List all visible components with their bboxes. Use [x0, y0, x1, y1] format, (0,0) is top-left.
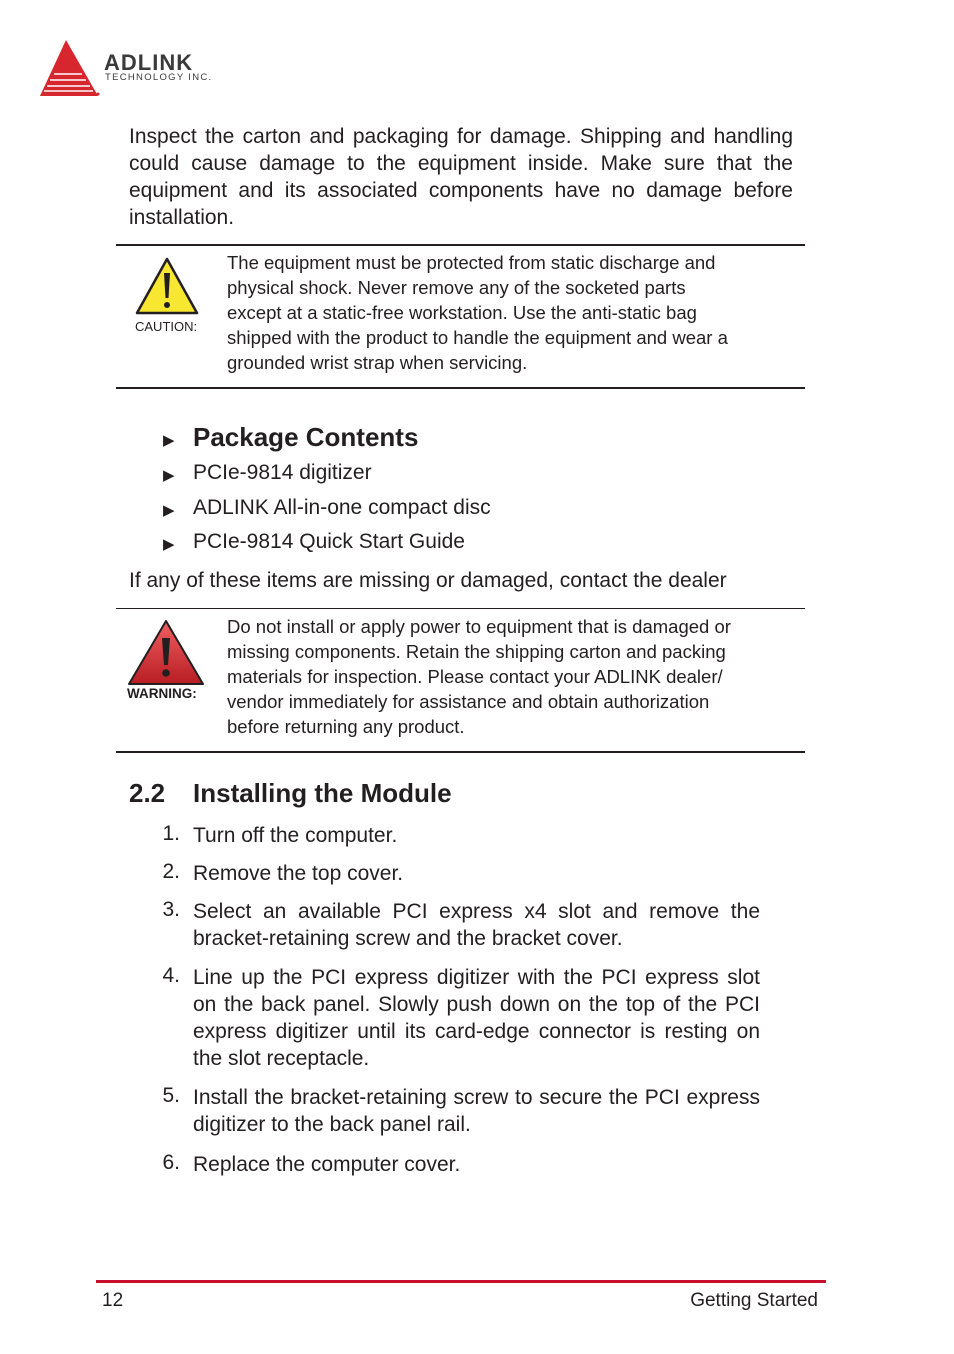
package-contents-title: Package Contents — [193, 422, 419, 452]
warning-line: vendor immediately for assistance and obtain authorization — [227, 691, 710, 712]
caution-line: The equipment must be protected from static discharge and — [227, 252, 716, 273]
caution-line: shipped with the product to handle the equipment and wear a — [227, 327, 728, 348]
package-item: PCIe-9814 digitizer — [193, 461, 372, 484]
warning-triangle-icon — [126, 618, 206, 688]
step-number: 5. — [162, 1084, 180, 1107]
bullet-arrow-icon: ▶ — [163, 467, 175, 484]
brand-name: ADLINK — [104, 50, 194, 75]
step-text: Select an available PCI express x4 slot and remove the bracket-retaining screw and the bracket cover. — [193, 900, 760, 950]
intro-paragraph: Inspect the carton and packaging for damage. Shipping and handling could cause damage to the equipment inside. Make sure that the equipment and its associated components have no damage before installation. — [129, 125, 793, 229]
footer-rule — [96, 1280, 826, 1283]
step-number: 6. — [162, 1151, 180, 1174]
missing-items-note: If any of these items are missing or damaged, contact the dealer — [129, 569, 727, 592]
step-text: Line up the PCI express digitizer with the PCI express slot on the back panel. Slowly push down on the top of the PCI express digitizer until its card-edge connector is resting on the slot receptacle. — [193, 966, 760, 1070]
warning-line: missing components. Retain the shipping carton and packing — [227, 641, 726, 662]
step-text: Replace the computer cover. — [193, 1153, 461, 1176]
section-number: 2.2 — [129, 778, 166, 808]
package-item: PCIe-9814 Quick Start Guide — [193, 530, 465, 553]
warning-bottom-rule — [116, 751, 805, 753]
warning-label: WARNING: — [127, 686, 197, 701]
step-number: 1. — [162, 822, 180, 845]
bullet-arrow-icon: ▶ — [163, 432, 175, 449]
bullet-arrow-icon: ▶ — [163, 502, 175, 519]
step-number: 3. — [162, 898, 180, 921]
warning-text — [227, 614, 797, 739]
caution-line: except at a static-free workstation. Use the anti-static bag — [227, 302, 697, 323]
step-text: Remove the top cover. — [193, 862, 404, 885]
page-number: 12 — [102, 1290, 124, 1311]
warning-top-rule — [116, 608, 805, 609]
chapter-title: Getting Started — [690, 1290, 818, 1311]
caution-line: physical shock. Never remove any of the socketed parts — [227, 277, 686, 298]
caution-line: grounded wrist strap when servicing. — [227, 352, 528, 373]
caution-text — [227, 250, 797, 375]
caution-label: CAUTION: — [135, 319, 198, 334]
warning-line: before returning any product. — [227, 716, 465, 737]
bullet-arrow-icon: ▶ — [163, 536, 175, 553]
section-title: Installing the Module — [193, 778, 452, 808]
brand-subtitle: TECHNOLOGY INC. — [105, 72, 213, 83]
step-number: 2. — [162, 860, 180, 883]
warning-line: Do not install or apply power to equipment that is damaged or — [227, 616, 731, 637]
caution-triangle-icon — [134, 256, 200, 316]
warning-line: materials for inspection. Please contact your ADLINK dealer/ — [227, 666, 723, 687]
step-text: Install the bracket-retaining screw to secure the PCI express digitizer to the back panel rail. — [193, 1086, 760, 1136]
step-text: Turn off the computer. — [193, 824, 398, 847]
step-number: 4. — [162, 964, 180, 987]
caution-bottom-rule — [116, 387, 805, 389]
package-item: ADLINK All-in-one compact disc — [193, 496, 491, 519]
caution-top-rule — [116, 244, 805, 246]
